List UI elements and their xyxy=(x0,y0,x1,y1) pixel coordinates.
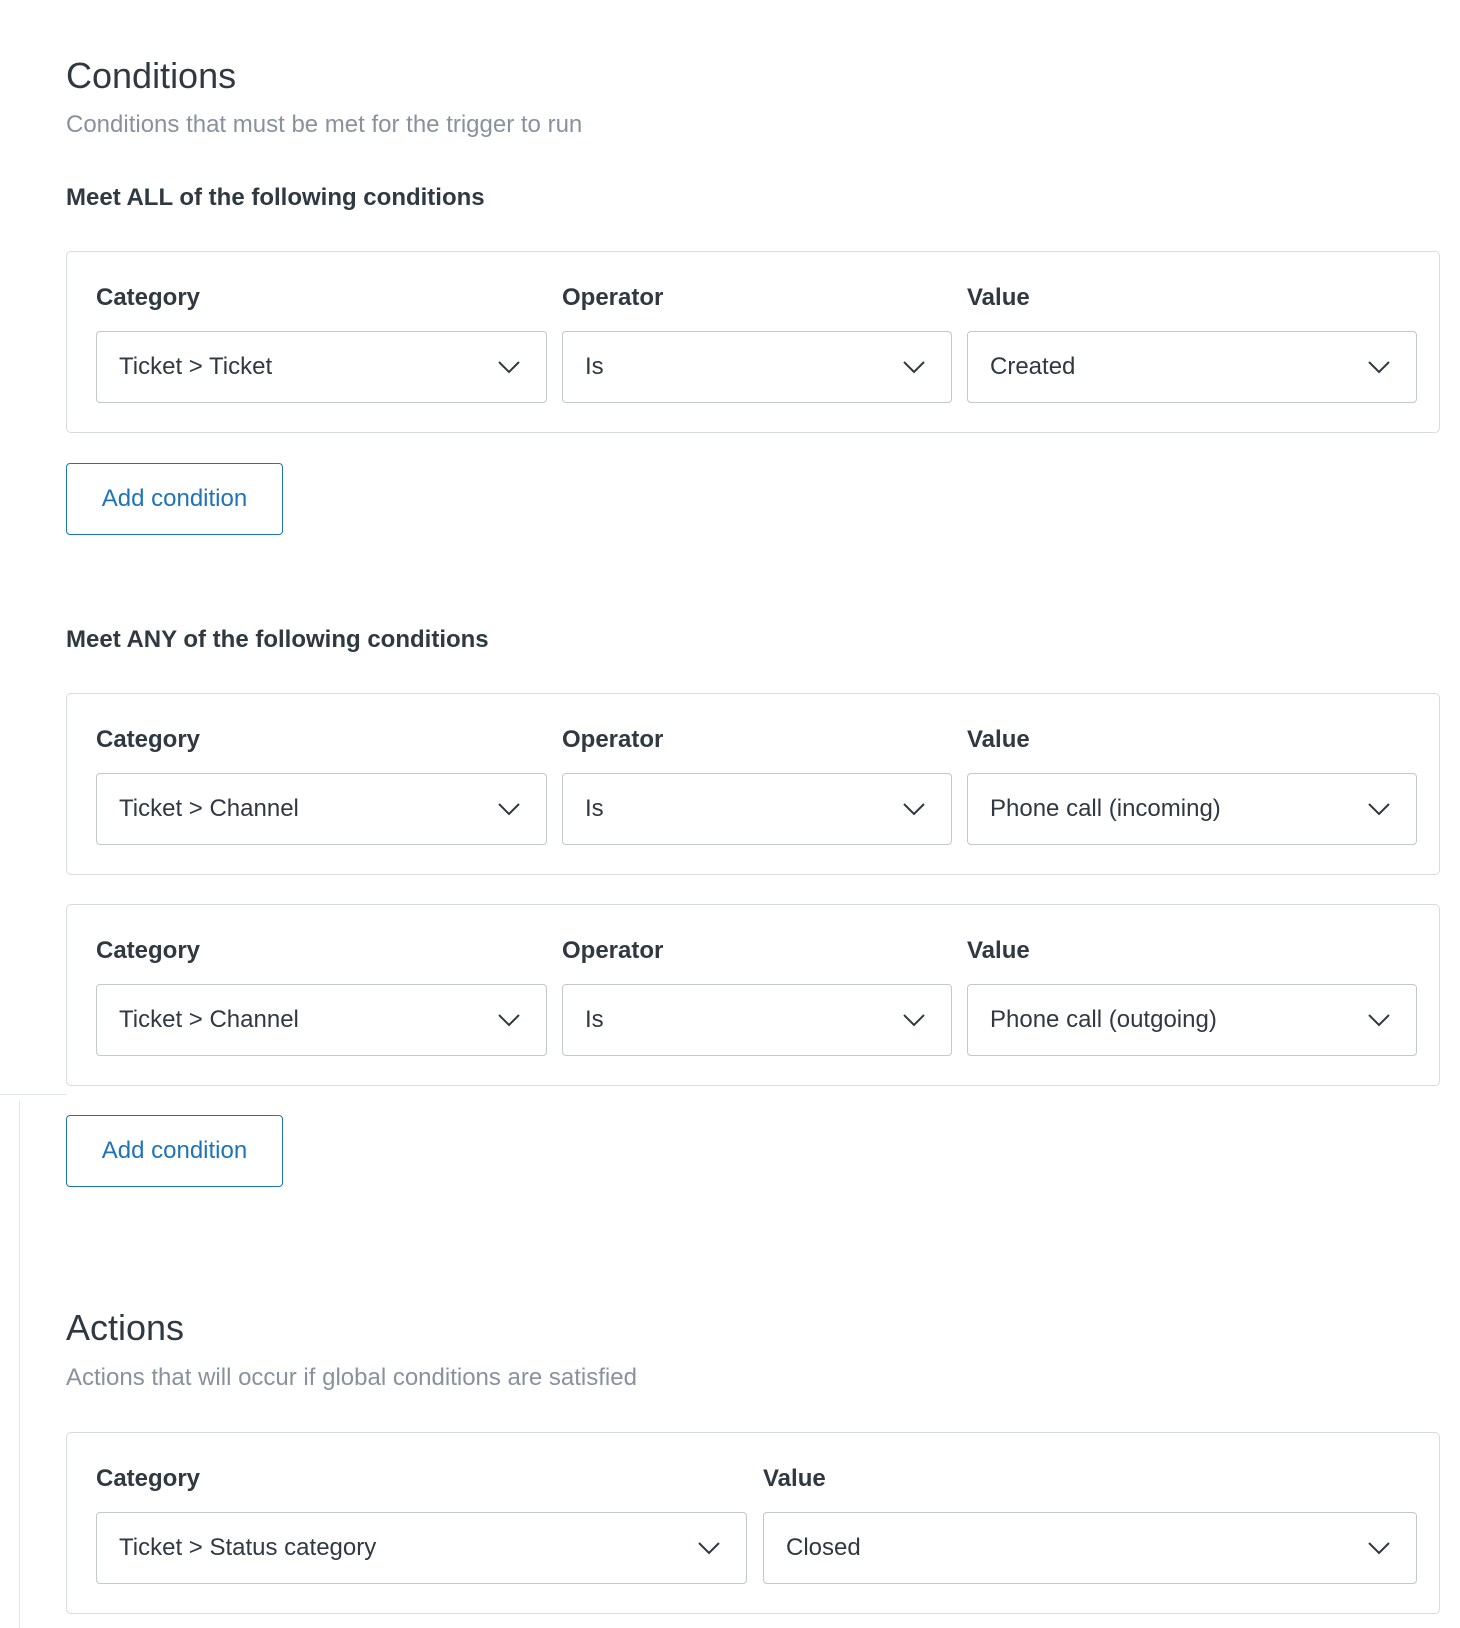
conditions-subtitle: Conditions that must be met for the trigger to run xyxy=(66,111,583,138)
condition-row xyxy=(66,251,1440,433)
category-select-value: Ticket > Status category xyxy=(119,1534,377,1561)
operator-label: Operator xyxy=(562,726,664,753)
operator-select-value: Is xyxy=(585,353,604,380)
value-select-value: Phone call (outgoing) xyxy=(990,1006,1217,1033)
chevron-down-icon xyxy=(498,802,520,816)
chevron-down-icon xyxy=(1368,1013,1390,1027)
category-select[interactable] xyxy=(96,773,547,845)
operator-label: Operator xyxy=(562,937,664,964)
operator-select-value: Is xyxy=(585,795,604,822)
all-conditions-title: Meet ALL of the following conditions xyxy=(66,184,485,211)
actions-title: Actions xyxy=(66,1307,185,1348)
chevron-down-icon xyxy=(1368,802,1390,816)
value-select[interactable] xyxy=(967,984,1417,1056)
chevron-down-icon xyxy=(1368,360,1390,374)
operator-label: Operator xyxy=(562,284,664,311)
divider xyxy=(19,1100,20,1628)
operator-select[interactable] xyxy=(562,773,952,845)
value-label: Value xyxy=(967,726,1030,753)
category-label: Category xyxy=(96,937,201,964)
category-label: Category xyxy=(96,284,201,311)
chevron-down-icon xyxy=(498,360,520,374)
value-label: Value xyxy=(967,937,1030,964)
operator-select-value: Is xyxy=(585,1006,604,1033)
chevron-down-icon xyxy=(903,1013,925,1027)
value-select[interactable] xyxy=(763,1512,1417,1584)
chevron-down-icon xyxy=(498,1013,520,1027)
divider xyxy=(0,1094,66,1095)
category-label: Category xyxy=(96,1465,201,1492)
value-select-value: Closed xyxy=(786,1534,861,1561)
operator-select[interactable] xyxy=(562,331,952,403)
category-select[interactable] xyxy=(96,1512,747,1584)
category-select[interactable] xyxy=(96,331,547,403)
operator-select[interactable] xyxy=(562,984,952,1056)
add-condition-button[interactable]: Add condition xyxy=(66,1115,283,1187)
value-label: Value xyxy=(763,1465,826,1492)
value-label: Value xyxy=(967,284,1030,311)
category-select-value: Ticket > Ticket xyxy=(119,353,273,380)
chevron-down-icon xyxy=(1368,1541,1390,1555)
value-select[interactable] xyxy=(967,773,1417,845)
chevron-down-icon xyxy=(698,1541,720,1555)
condition-row xyxy=(66,904,1440,1086)
chevron-down-icon xyxy=(903,802,925,816)
chevron-down-icon xyxy=(903,360,925,374)
category-select-value: Ticket > Channel xyxy=(119,1006,299,1033)
condition-row xyxy=(66,693,1440,875)
category-select[interactable] xyxy=(96,984,547,1056)
value-select-value: Created xyxy=(990,353,1076,380)
actions-subtitle: Actions that will occur if global conditions are satisfied xyxy=(66,1364,637,1391)
any-conditions-title: Meet ANY of the following conditions xyxy=(66,626,489,653)
value-select[interactable] xyxy=(967,331,1417,403)
action-row xyxy=(66,1432,1440,1614)
add-condition-button[interactable]: Add condition xyxy=(66,463,283,535)
value-select-value: Phone call (incoming) xyxy=(990,795,1221,822)
conditions-title: Conditions xyxy=(66,55,237,96)
category-select-value: Ticket > Channel xyxy=(119,795,299,822)
category-label: Category xyxy=(96,726,201,753)
